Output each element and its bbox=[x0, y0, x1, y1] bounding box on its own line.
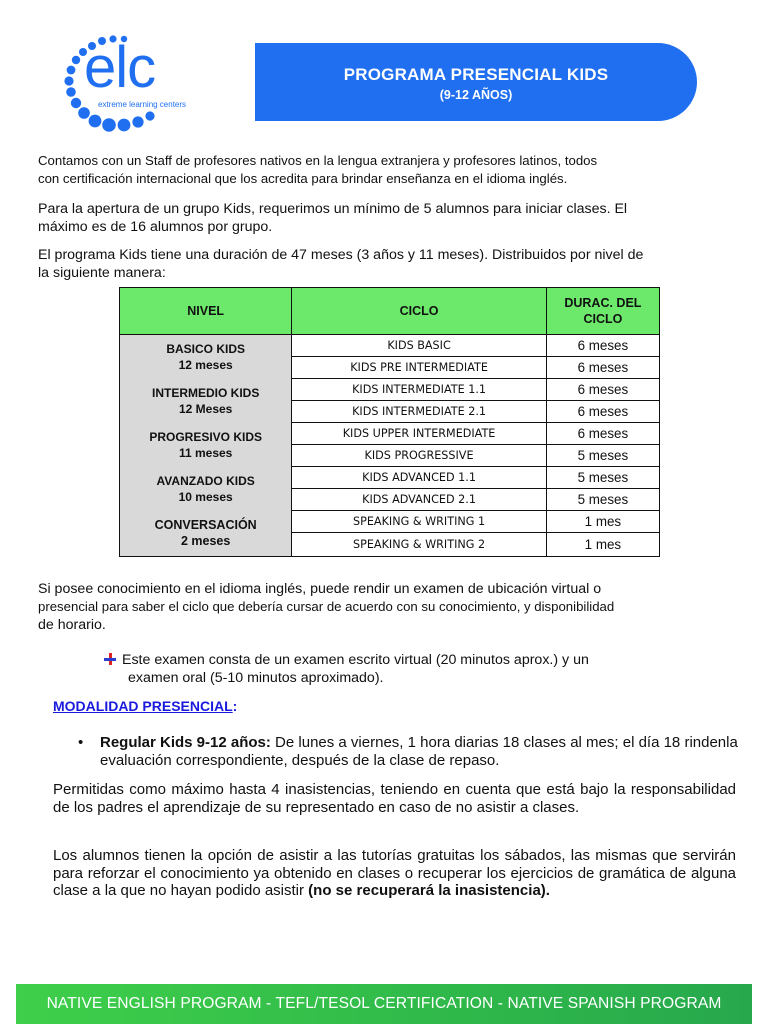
header-duracion bbox=[546, 288, 659, 335]
modalidad-colon: : bbox=[232, 698, 238, 714]
text-line: presencial para saber el ciclo que debería cursar de acuerdo con su conocimiento, y disponibilidad bbox=[38, 599, 615, 614]
level-duration: 12 meses bbox=[178, 357, 233, 372]
cycle-cell: KIDS INTERMEDIATE 1.1 bbox=[292, 379, 546, 401]
level-duration: 12 Meses bbox=[178, 401, 233, 416]
duration-cell: 6 meses bbox=[546, 423, 659, 445]
text-line: examen oral (5-10 minutos aproximado). bbox=[128, 670, 384, 686]
tutorials-text: Los alumnos tienen la opción de asistir a las tutorías gratuitas los sábados, las mismas que servirán para reforzar el conocimiento ya obtenido en clases o recuperar los ejercicios de gramática de alguna clase a la que no hayan podido asistir bbox=[53, 847, 736, 899]
page-title: PROGRAMA PRESENCIAL KIDS bbox=[343, 65, 609, 84]
duration-cell: 6 meses bbox=[546, 379, 659, 401]
tutorials-paragraph bbox=[53, 847, 736, 900]
text-line: Este examen consta de un examen escrito virtual (20 minutos aprox.) y un bbox=[122, 652, 589, 668]
level-cell bbox=[120, 379, 292, 423]
level-name: BASICO KIDS bbox=[166, 341, 245, 356]
table-row bbox=[120, 467, 660, 489]
cycle-cell: SPEAKING & WRITING 1 bbox=[292, 511, 546, 533]
duration-cell: 6 meses bbox=[546, 357, 659, 379]
table-row bbox=[120, 511, 660, 533]
levels-table bbox=[119, 287, 660, 557]
table-row bbox=[120, 379, 660, 401]
level-name: INTERMEDIO KIDS bbox=[151, 385, 260, 400]
level-cell bbox=[120, 335, 292, 379]
exam-bullet bbox=[104, 651, 704, 687]
level-name: CONVERSACIÓN bbox=[154, 518, 257, 533]
footer-banner: NATIVE ENGLISH PROGRAM - TEFL/TESOL CERTIFICATION - NATIVE SPANISH PROGRAM bbox=[16, 984, 752, 1024]
header-ciclo: CICLO bbox=[292, 288, 546, 335]
cycle-cell: KIDS BASIC bbox=[292, 335, 546, 357]
text-line: máximo es de 16 alumnos por grupo. bbox=[38, 219, 273, 235]
elc-logo bbox=[62, 30, 222, 140]
intro-paragraph-duration bbox=[38, 246, 738, 282]
table-row bbox=[120, 423, 660, 445]
absences-paragraph: Permitidas como máximo hasta 4 inasistencias, teniendo en cuenta que está bajo la responsabilidad de los padres el aprendizaje de su representado en caso de no asistir a clases. bbox=[53, 781, 736, 816]
header-nivel: NIVEL bbox=[120, 288, 292, 335]
intro-paragraph-staff bbox=[38, 152, 738, 188]
regular-kids-description: De lunes a viernes, 1 hora diarias 18 clases al mes; el día 18 rindenla evaluación correspondiente, después de la clase de repaso. bbox=[100, 734, 738, 769]
text-line: El programa Kids tiene una duración de 47 meses (3 años y 11 meses). Distribuidos por nivel de bbox=[38, 247, 644, 263]
header-duracion-line1: DURAC. DEL bbox=[564, 296, 642, 310]
level-duration: 10 meses bbox=[178, 489, 233, 504]
level-duration: 2 meses bbox=[180, 534, 231, 549]
regular-kids-bullet bbox=[78, 734, 738, 770]
cycle-cell: KIDS ADVANCED 1.1 bbox=[292, 467, 546, 489]
level-cell bbox=[120, 511, 292, 557]
level-name: AVANZADO KIDS bbox=[156, 473, 255, 488]
bullet-dot-icon: • bbox=[78, 734, 84, 751]
regular-kids-label: Regular Kids 9-12 años: bbox=[100, 734, 271, 751]
text-line: de horario. bbox=[38, 617, 106, 633]
duration-cell: 1 mes bbox=[546, 511, 659, 533]
text-line: Contamos con un Staff de profesores nativos en la lengua extranjera y profesores latinos, todos bbox=[38, 153, 598, 168]
cycle-cell: KIDS PRE INTERMEDIATE bbox=[292, 357, 546, 379]
level-cell bbox=[120, 423, 292, 467]
level-duration: 11 meses bbox=[178, 445, 233, 460]
cycle-cell: KIDS INTERMEDIATE 2.1 bbox=[292, 401, 546, 423]
text-line: con certificación internacional que los acredita para brindar enseñanza en el idioma inglés. bbox=[38, 171, 568, 186]
text-line: Si posee conocimiento en el idioma inglés, puede rendir un examen de ubicación virtual o bbox=[38, 581, 602, 597]
table-header-row bbox=[120, 288, 660, 335]
cross-bullet-icon bbox=[104, 653, 116, 665]
regular-kids-text bbox=[78, 734, 738, 770]
cycle-cell: KIDS ADVANCED 2.1 bbox=[292, 489, 546, 511]
cycle-cell: KIDS PROGRESSIVE bbox=[292, 445, 546, 467]
duration-cell: 6 meses bbox=[546, 401, 659, 423]
table-row bbox=[120, 335, 660, 357]
duration-cell: 5 meses bbox=[546, 467, 659, 489]
duration-cell: 5 meses bbox=[546, 489, 659, 511]
header-banner bbox=[255, 43, 697, 121]
modalidad-heading bbox=[53, 698, 237, 714]
logo-wordmark: elc bbox=[84, 35, 156, 100]
cycle-cell: SPEAKING & WRITING 2 bbox=[292, 533, 546, 557]
modalidad-heading-text: MODALIDAD PRESENCIAL bbox=[53, 698, 233, 714]
tutorials-bold-note: (no se recuperará la inasistencia). bbox=[308, 882, 550, 899]
level-name: PROGRESIVO KIDS bbox=[149, 429, 262, 444]
text-line: la siguiente manera: bbox=[38, 265, 166, 281]
intro-paragraph-group bbox=[38, 200, 738, 236]
text-line: Para la apertura de un grupo Kids, requerimos un mínimo de 5 alumnos para iniciar clases. El bbox=[38, 201, 628, 217]
placement-paragraph bbox=[38, 580, 738, 634]
duration-cell: 6 meses bbox=[546, 335, 659, 357]
cycle-cell: KIDS UPPER INTERMEDIATE bbox=[292, 423, 546, 445]
duration-cell: 5 meses bbox=[546, 445, 659, 467]
level-cell bbox=[120, 467, 292, 511]
header-duracion-line2: CICLO bbox=[583, 312, 623, 326]
logo-tagline: extreme learning centers bbox=[98, 100, 187, 109]
page-subtitle: (9-12 AÑOS) bbox=[439, 88, 513, 102]
duration-cell: 1 mes bbox=[546, 533, 659, 557]
